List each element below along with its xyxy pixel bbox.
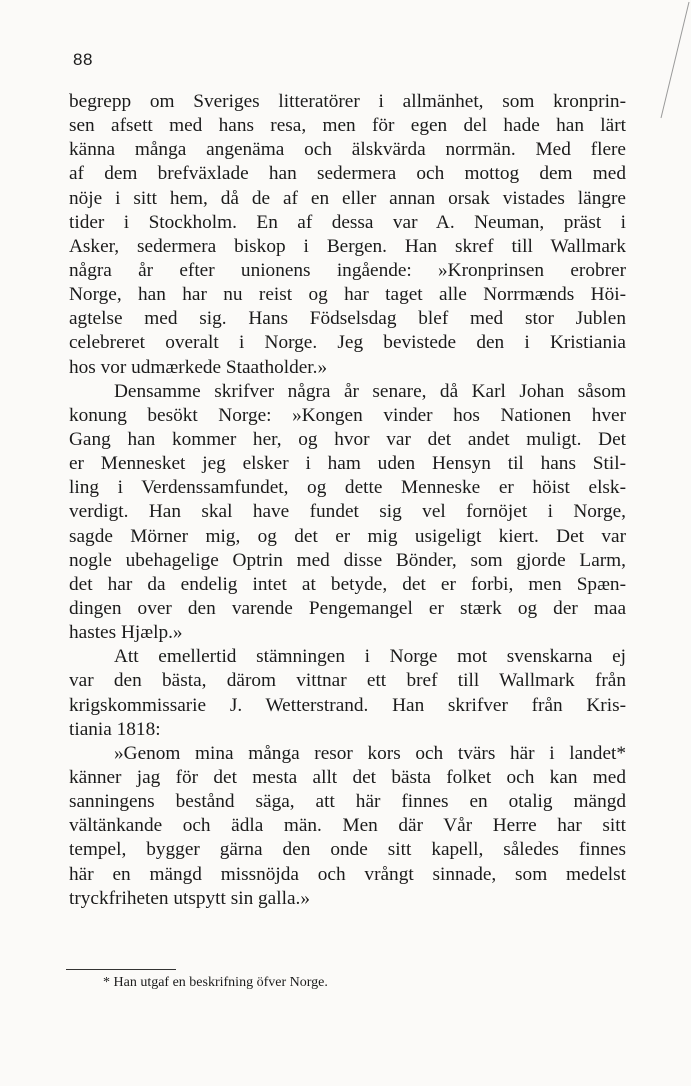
text-line: Gang han kommer her, og hvor var det andet muligt. Det bbox=[69, 428, 626, 450]
text-line: Att emellertid stämningen i Norge mot svenskarna ej bbox=[114, 646, 626, 668]
text-line: dingen over den varende Pengemangel er stærk og der maa bbox=[69, 597, 626, 619]
text-line: nöje i sitt hem, då de af en eller annan orsak vistades längre bbox=[69, 187, 626, 209]
text-line: hastes Hjælp.» bbox=[69, 622, 183, 644]
text-line: här en mängd missnöjda och vrångt sinnade, som medelst bbox=[69, 863, 626, 885]
text-line: vältänkande och ädla män. Men där Vår Herre har sitt bbox=[69, 815, 626, 837]
text-line: känner jag för det mesta allt det bästa folket och kan med bbox=[69, 766, 626, 788]
text-line: af dem brefväxlade han sedermera och mottog dem med bbox=[69, 163, 626, 185]
text-line: var den bästa, därom vittnar ett bref till Wallmark från bbox=[69, 670, 626, 692]
text-line: »Genom mina många resor kors och tvärs här i landet* bbox=[114, 742, 626, 764]
body-text bbox=[69, 90, 626, 911]
text-line: krigskommissarie J. Wetterstrand. Han skrifver från Kris- bbox=[69, 694, 626, 716]
text-line: tider i Stockholm. En af dessa var A. Neuman, präst i bbox=[69, 211, 626, 233]
page-edge-shadow-line bbox=[631, 0, 691, 120]
text-line: celebreret overalt i Norge. Jeg bevistede den i Kristiania bbox=[69, 332, 626, 354]
text-line: er Mennesket jeg elsker i ham uden Hensyn til hans Stil- bbox=[69, 453, 626, 475]
footnote: * Han utgaf en beskrifning öfver Norge. bbox=[103, 975, 328, 990]
text-line: det har da endelig intet at betyde, det er forbi, men Spæn- bbox=[69, 573, 626, 595]
text-line: begrepp om Sveriges litteratörer i allmänhet, som kronprin- bbox=[69, 91, 626, 112]
footnote-divider bbox=[66, 969, 176, 970]
text-line: konung besökt Norge: »Kongen vinder hos Nationen hver bbox=[69, 404, 626, 426]
text-line: sagde Mörner mig, og det er mig usigeligt kiert. Det var bbox=[69, 525, 626, 547]
text-line: känna många angenäma och älskvärda norrmän. Med flere bbox=[69, 139, 626, 161]
text-line: Asker, sedermera biskop i Bergen. Han skref till Wallmark bbox=[69, 235, 626, 257]
text-line: sen afsett med hans resa, men för egen del hade han lärt bbox=[69, 115, 626, 137]
text-line: nogle ubehagelige Optrin med disse Bönder, som gjorde Larm, bbox=[69, 549, 626, 571]
text-line: tiania 1818: bbox=[69, 718, 161, 740]
text-line: några år efter unionens ingående: »Kronprinsen erobrer bbox=[69, 259, 626, 281]
text-line: ling i Verdenssamfundet, og dette Menneske er höist elsk- bbox=[69, 477, 626, 499]
text-line: tempel, bygger gärna den onde sitt kapell, således finnes bbox=[69, 839, 626, 861]
text-line: tryckfriheten utspytt sin galla.» bbox=[69, 887, 310, 909]
text-line: Norge, han har nu reist og har taget alle Norrmænds Höi- bbox=[69, 284, 626, 306]
page-number: 88 bbox=[73, 50, 93, 69]
text-line: Densamme skrifver några år senare, då Karl Johan såsom bbox=[114, 380, 626, 402]
text-line: verdigt. Han skal have fundet sig vel fornöjet i Norge, bbox=[69, 501, 626, 523]
text-line: hos vor udmærkede Staatholder.» bbox=[69, 356, 328, 378]
text-line: sanningens bestånd säga, att här finnes en otalig mängd bbox=[69, 791, 626, 813]
text-line: agtelse med sig. Hans Födselsdag blef med stor Jublen bbox=[69, 308, 626, 330]
